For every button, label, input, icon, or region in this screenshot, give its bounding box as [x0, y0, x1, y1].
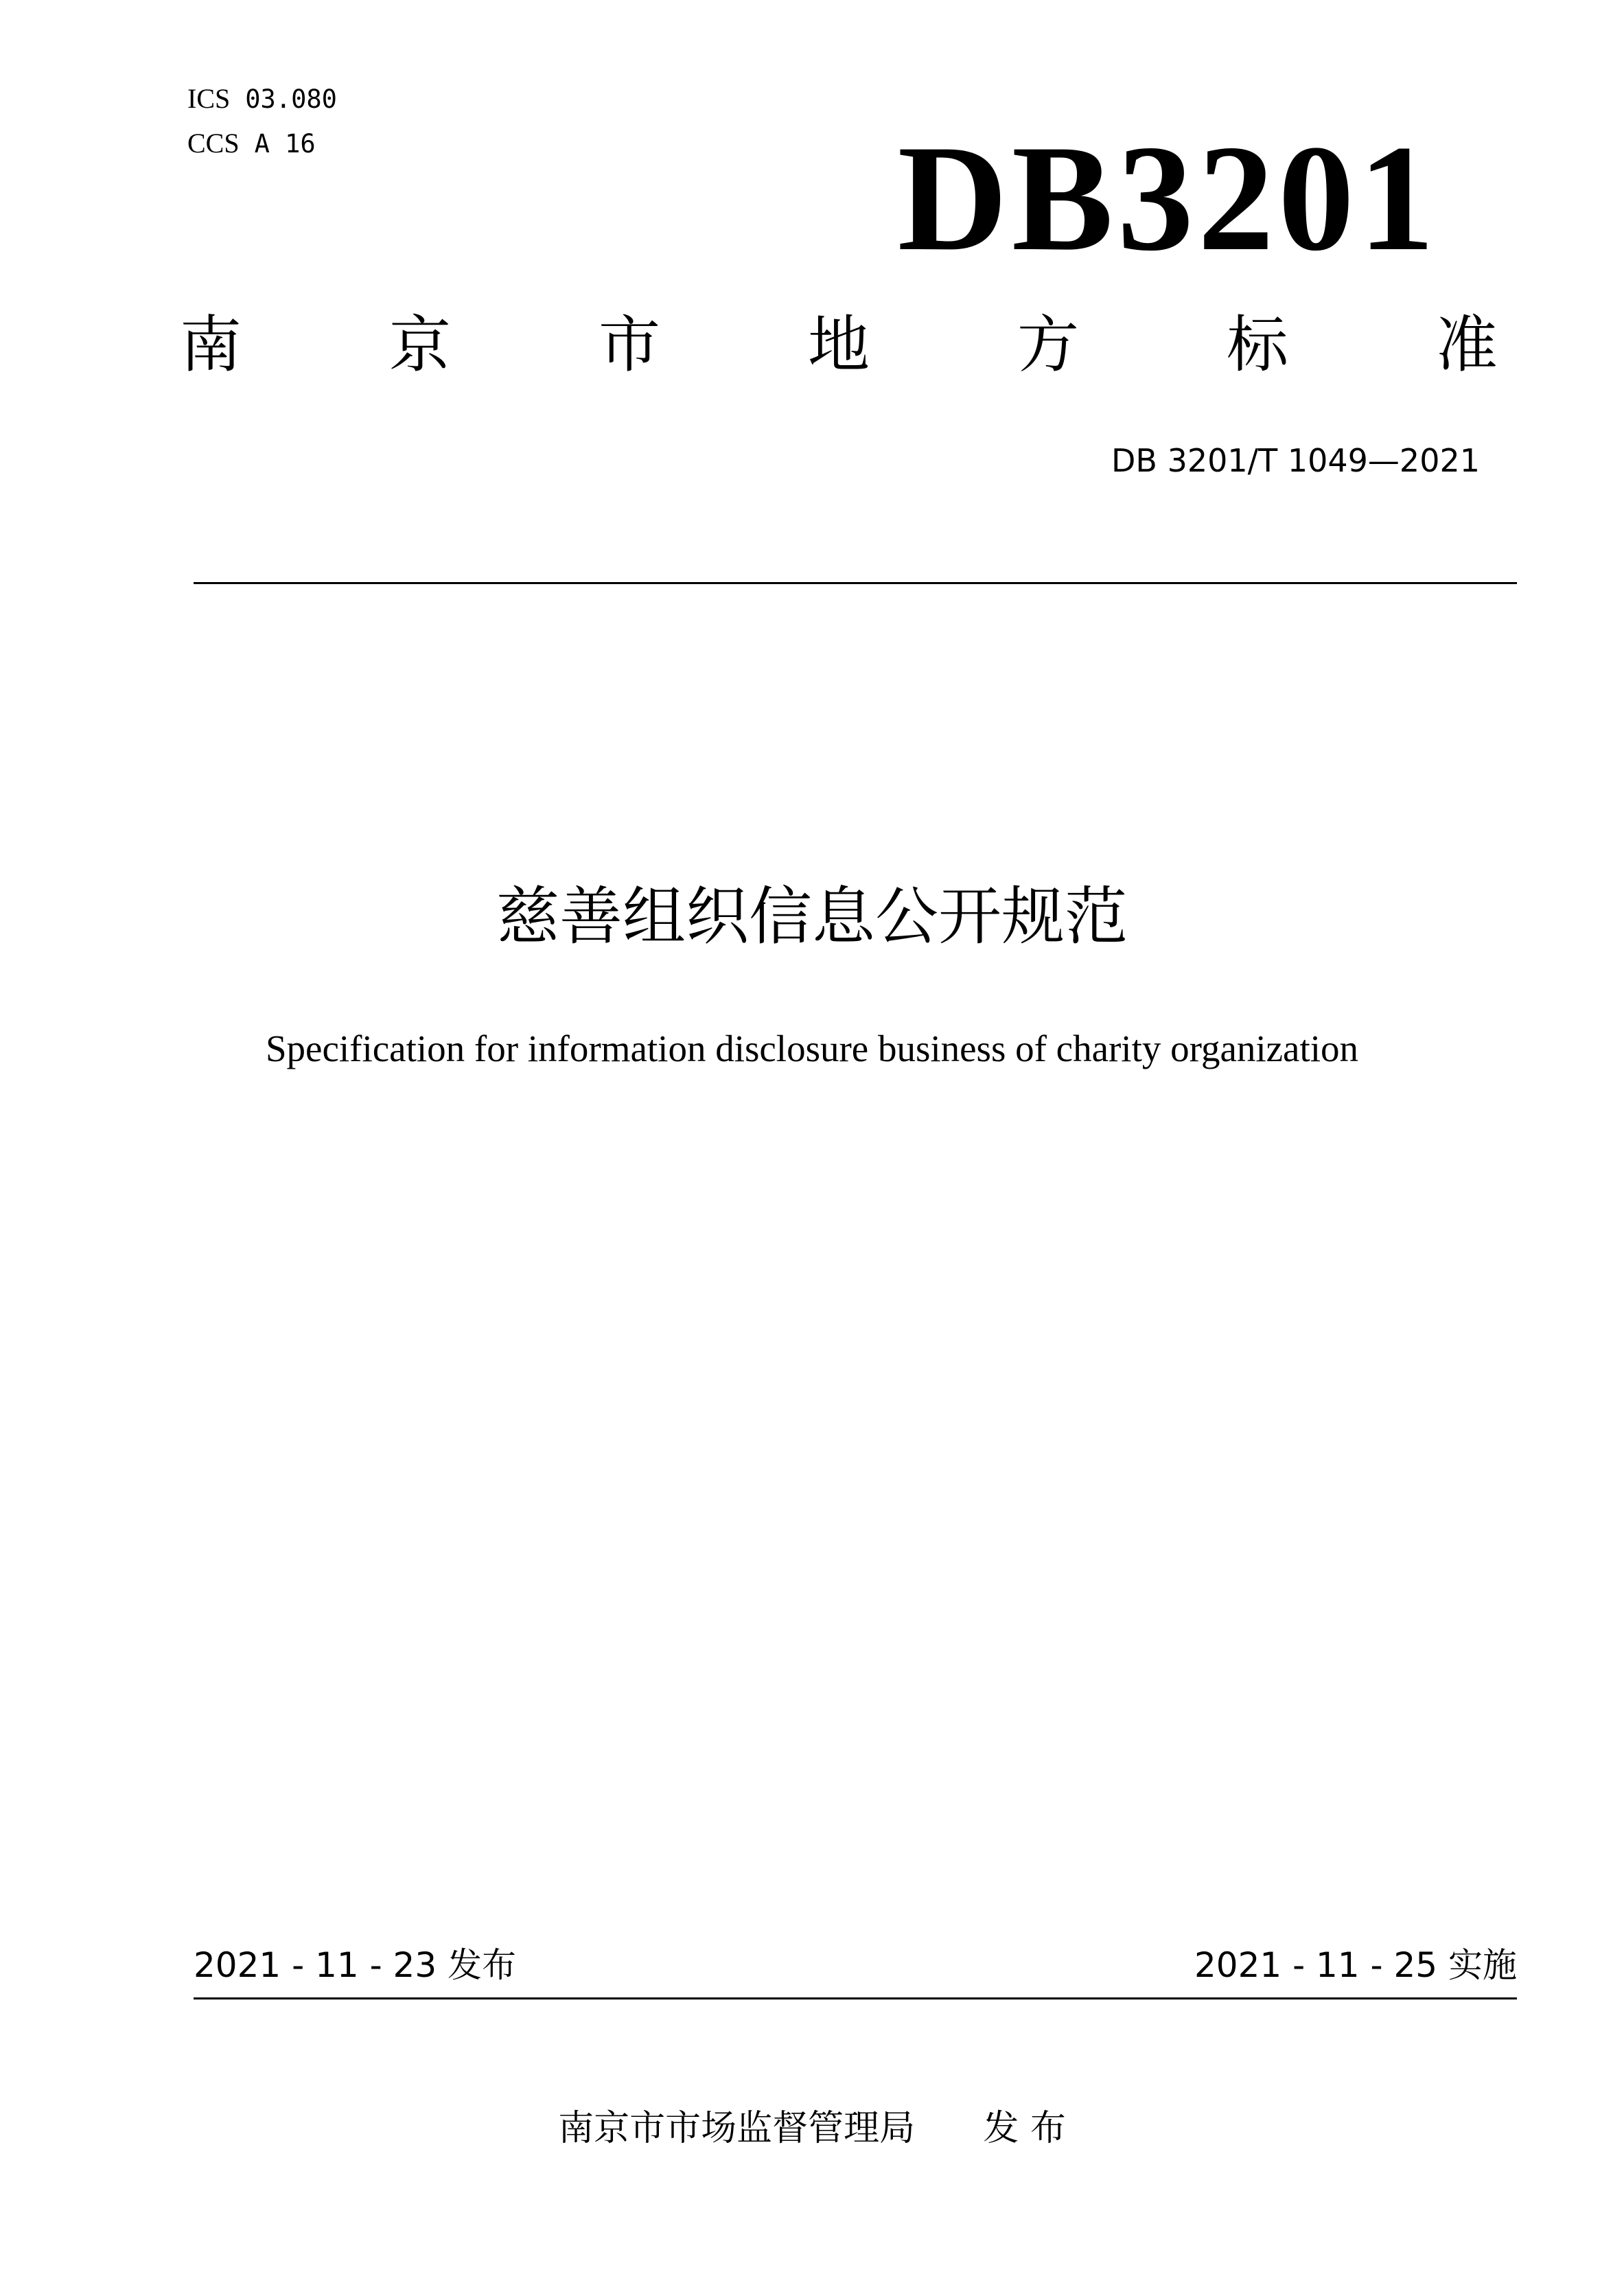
standard-type-char: 京: [389, 309, 451, 381]
standard-type-char: 方: [1017, 309, 1079, 381]
db-code-logo: DB3201: [897, 114, 1439, 283]
ics-row: [187, 77, 337, 121]
standard-type-char: 标: [1227, 309, 1288, 381]
standard-type-char: 准: [1436, 309, 1498, 381]
standard-type-heading: [180, 309, 1498, 381]
ccs-value: A 16: [254, 129, 316, 159]
ics-label: ICS: [187, 83, 231, 114]
header-divider: [194, 582, 1517, 584]
issuer-org: 南京市市场监督管理局: [558, 2108, 916, 2149]
footer-divider: [194, 1997, 1517, 1999]
standard-type-char: 地: [808, 309, 870, 381]
ics-value: 03.080: [245, 84, 337, 114]
document-title-english: Specification for information disclosure business of charity organization: [265, 1028, 1359, 1069]
standard-type-char: 南: [180, 309, 242, 381]
publish-date: 2021 - 11 - 23 发布: [194, 1945, 517, 1985]
ccs-label: CCS: [187, 128, 240, 159]
effective-date: 2021 - 11 - 25 实施: [1194, 1945, 1517, 1985]
ccs-row: [187, 121, 337, 166]
standard-number: DB 3201/T 1049—2021: [1111, 442, 1480, 479]
issuer-action: 发 布: [983, 2108, 1066, 2149]
classification-codes: [187, 77, 337, 166]
standard-type-char: 市: [599, 309, 660, 381]
document-title-chinese: 慈善组织信息公开规范: [496, 880, 1128, 953]
issuer-line: [0, 2108, 1624, 2149]
